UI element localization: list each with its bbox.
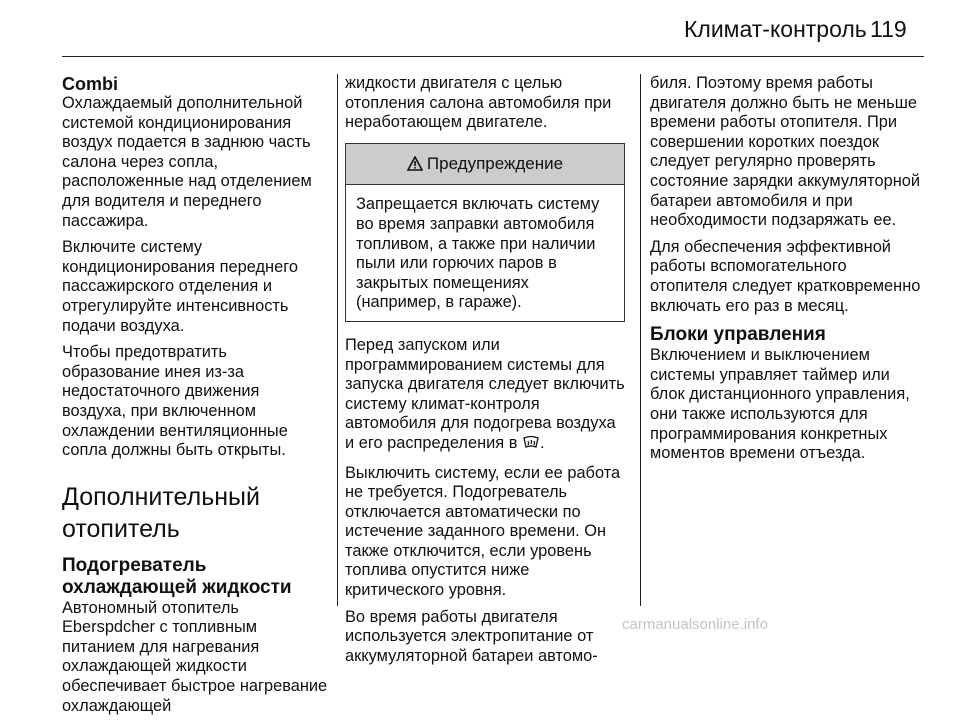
engine-heating-paragraph: жидкости двигателя с целью отопления салона автомобиля при неработающем двигателе. <box>345 74 612 132</box>
monthly-run-paragraph: Для обеспечения эффективной работы вспомогательного отопителя следует кратковременно включать его раз в месяц. <box>650 237 921 315</box>
warning-triangle-icon <box>407 156 423 176</box>
startup-paragraph-end: . <box>540 433 545 452</box>
warning-box <box>345 143 625 322</box>
warning-text: Запрещается включать систему во время заправки автомобиля топливом, а также при наличии пыли или горючих паров в закрытых помещениях (например, в гараже). <box>356 195 600 312</box>
startup-paragraph <box>345 336 625 457</box>
column-divider-1 <box>337 74 338 606</box>
controls-paragraph: Включением и выключением системы управляет таймер или блок дистанционного управления, они также используются для программирования конкретных моментов времени отъезда. <box>650 346 910 463</box>
combi-paragraph-1: Охлаждаемый дополнительной системой кондиционирования воздух подается в заднюю часть салона через сопла, расположенные над отделением для водителя и переднего пассажира. <box>62 94 312 230</box>
column-2 <box>345 74 625 673</box>
controls-heading: Блоки управления <box>650 324 826 346</box>
defrost-windshield-icon <box>522 435 540 457</box>
section-heading-aux-heater: Дополнительный отопитель <box>62 482 260 543</box>
page-number: 119 <box>870 16 907 42</box>
combi-paragraph-3: Чтобы предотвратить образование инея из-за недостаточного движения воздуха, при включенном охлаждении вентиляционные сопла должны быть открыты. <box>62 343 288 460</box>
watermark: carmanualsonline.info <box>622 616 768 633</box>
startup-paragraph-text: Перед запуском или программированием системы для запуска двигателя следует включить систему климат-контроля автомобиля для подогрева воздуха и его распределения в <box>345 335 625 452</box>
combi-paragraph-2: Включите систему кондиционирования переднего пассажирского отделения и отрегулируйте интенсивность подачи воздуха. <box>62 238 298 335</box>
subsection-heading-coolant-heater: Подогреватель охлаждающей жидкости <box>62 554 292 598</box>
column-1 <box>62 74 328 723</box>
combi-heading: Combi <box>62 74 118 94</box>
warning-header <box>346 144 624 186</box>
header-divider <box>62 56 924 57</box>
battery-paragraph: Во время работы двигателя используется электропитание от аккумуляторной батареи автомо- <box>345 607 598 665</box>
column-3 <box>650 74 924 471</box>
column-divider-2 <box>640 74 641 606</box>
warning-title: Предупреждение <box>426 153 564 173</box>
page-header-title: Климат-контроль <box>684 16 867 42</box>
shutdown-paragraph: Выключить систему, если ее работа не требуется. Подогреватель отключается автоматически по истечение заданного времени. Он также отключится, если уровень топлива опустится ниже критического уровня. <box>345 463 621 600</box>
heater-paragraph-1: Автономный отопитель Eberspdcher с топливным питанием для нагревания охлаждающей жидкости обеспечивает быстрое нагревание охлаждающей <box>62 598 328 715</box>
battery-continued-paragraph: биля. Поэтому время работы двигателя должно быть не меньше времени работы отопителя. При совершении коротких поездок следует регулярно проверять состояние зарядки аккумуляторной батареи автомобиля и при необходимости подзаряжать ее. <box>650 74 921 230</box>
